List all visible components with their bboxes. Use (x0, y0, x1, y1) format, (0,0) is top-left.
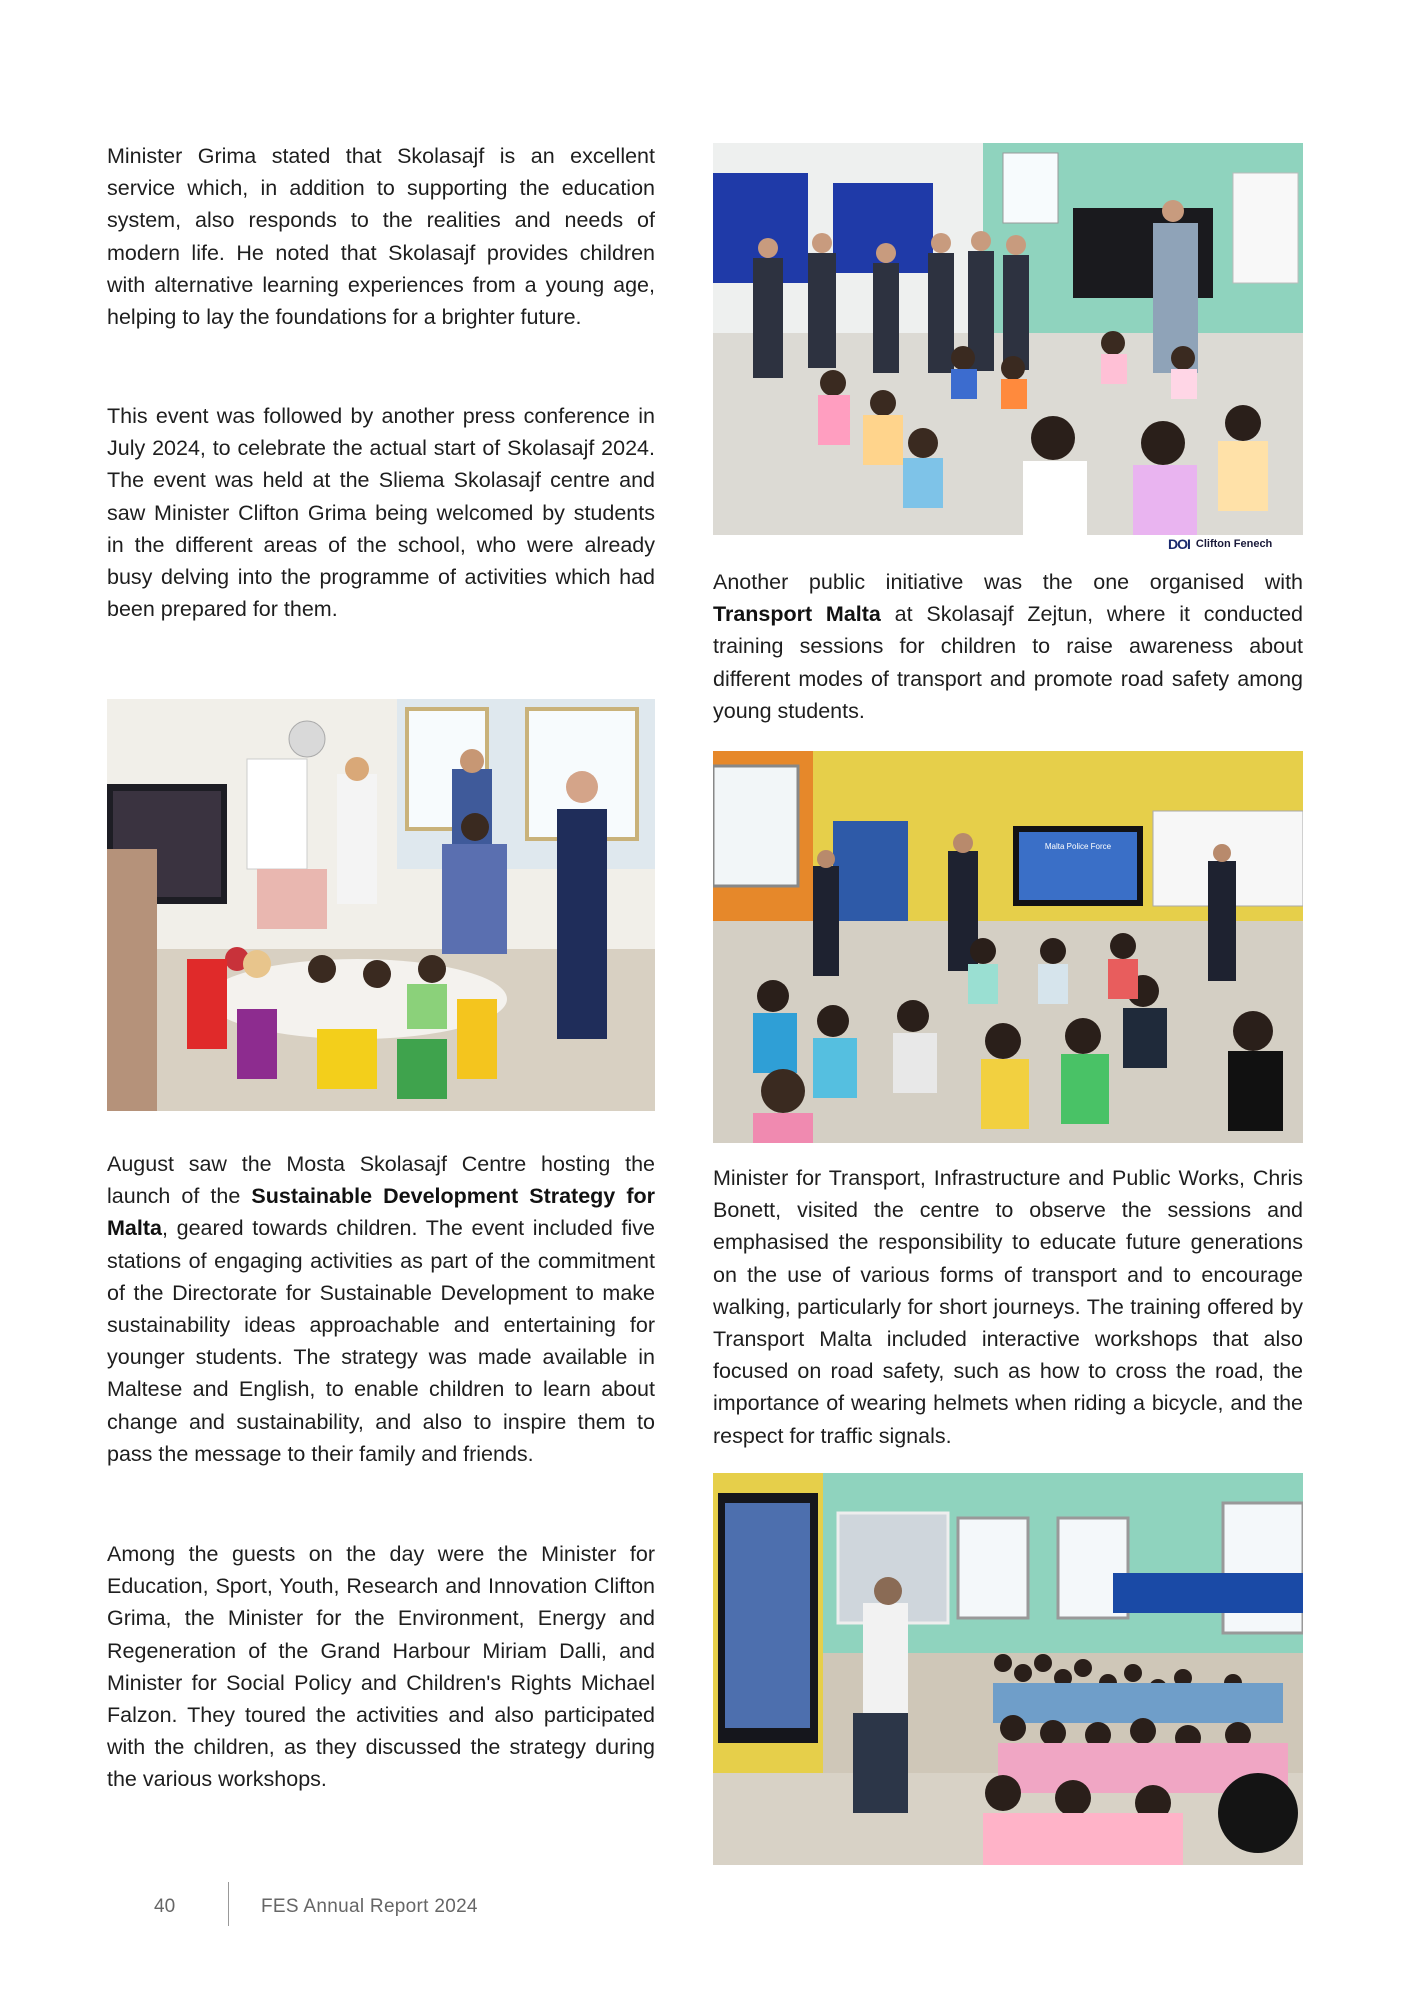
paragraph-minister-bonett: Minister for Transport, Infrastructure and Public Works, Chris Bonett, visited the centre to observe the sessions and emphasised the responsibility to educate future generations on the use of various forms of transport and to encourage walking, particularly for short journeys. The training offered by Transport Malta included interactive workshops that also focused on road safety, such as how to cross the road, the importance of wearing helmets when riding a bicycle, and the respect for traffic signals. (713, 1166, 1303, 1448)
photo-police-presentation (713, 751, 1303, 1143)
photo-sliema-classroom-visit (107, 699, 655, 1111)
photo-children-circle (713, 143, 1303, 535)
paragraph-guests: Among the guests on the day were the Minister for Education, Sport, Youth, Research and Innovation Clifton Grima, the Minister for the Environment, Energy and Regeneration of the Grand Harbour Miriam Dalli, and Minister for Social Policy and Children's Rights Michael Falzon. They toured the activities and also participated with the children, as they discussed the strategy during the various workshops. (107, 1542, 655, 1792)
photo-credit-name: Clifton Fenech (1195, 538, 1273, 550)
footer-report-title: FES Annual Report 2024 (261, 1896, 478, 1917)
photo-credit (1168, 536, 1272, 552)
right-column-block-1 (713, 566, 1303, 727)
paragraph-minister-statement: Minister Grima stated that Skolasajf is an excellent service which, in addition to supporting the education system, also responds to the realities and needs of modern life. He noted that Skolasajf provides children with alternative learning experiences from a young age, helping to lay the foundations for a brighter future. (107, 144, 655, 330)
transport-malta-name: Transport Malta (713, 602, 881, 627)
paragraph-sustainable-strategy: August saw the Mosta Skolasajf Centre hosting the launch of the Sustainable Development Strategy for Malta, geared towards children. The event included five stations of engaging activities as part of the commitment of the Directorate for Sustainable Development to make sustainability ideas approachable and entertaining for younger students. The strategy was made available in Maltese and English, to enable children to learn about change and sustainability, and also to inspire them to pass the message to their family and friends. (107, 1152, 655, 1466)
right-column-block-2 (713, 1162, 1303, 1452)
left-column-block-3 (107, 1148, 655, 1470)
photo-workshop-talk (713, 1473, 1303, 1865)
page-footer (0, 1880, 1414, 1940)
footer-divider (228, 1882, 229, 1926)
left-column (107, 140, 655, 333)
paragraph-press-conference: This event was followed by another press conference in July 2024, to celebrate the actual start of Skolasajf 2024. The event was held at the Sliema Skolasajf centre and saw Minister Clifton Grima being welcomed by students in the different areas of the school, who were already busy delving into the programme of activities which had been prepared for them. (107, 404, 655, 622)
left-column-block-4 (107, 1538, 655, 1796)
doi-logo: DOI (1168, 536, 1190, 552)
police-screen-text: Malta Police Force (1044, 842, 1112, 851)
strategy-name: Sustainable Development Strategy for Malta (107, 1184, 655, 1241)
left-column-block-2 (107, 400, 655, 625)
paragraph-transport-malta: Another public initiative was the one organised with Transport Malta at Skolasajf Zejtun, where it conducted training sessions for children to raise awareness about different modes of transport and promote road safety among young students. (713, 570, 1303, 723)
page-number: 40 (154, 1896, 176, 1917)
